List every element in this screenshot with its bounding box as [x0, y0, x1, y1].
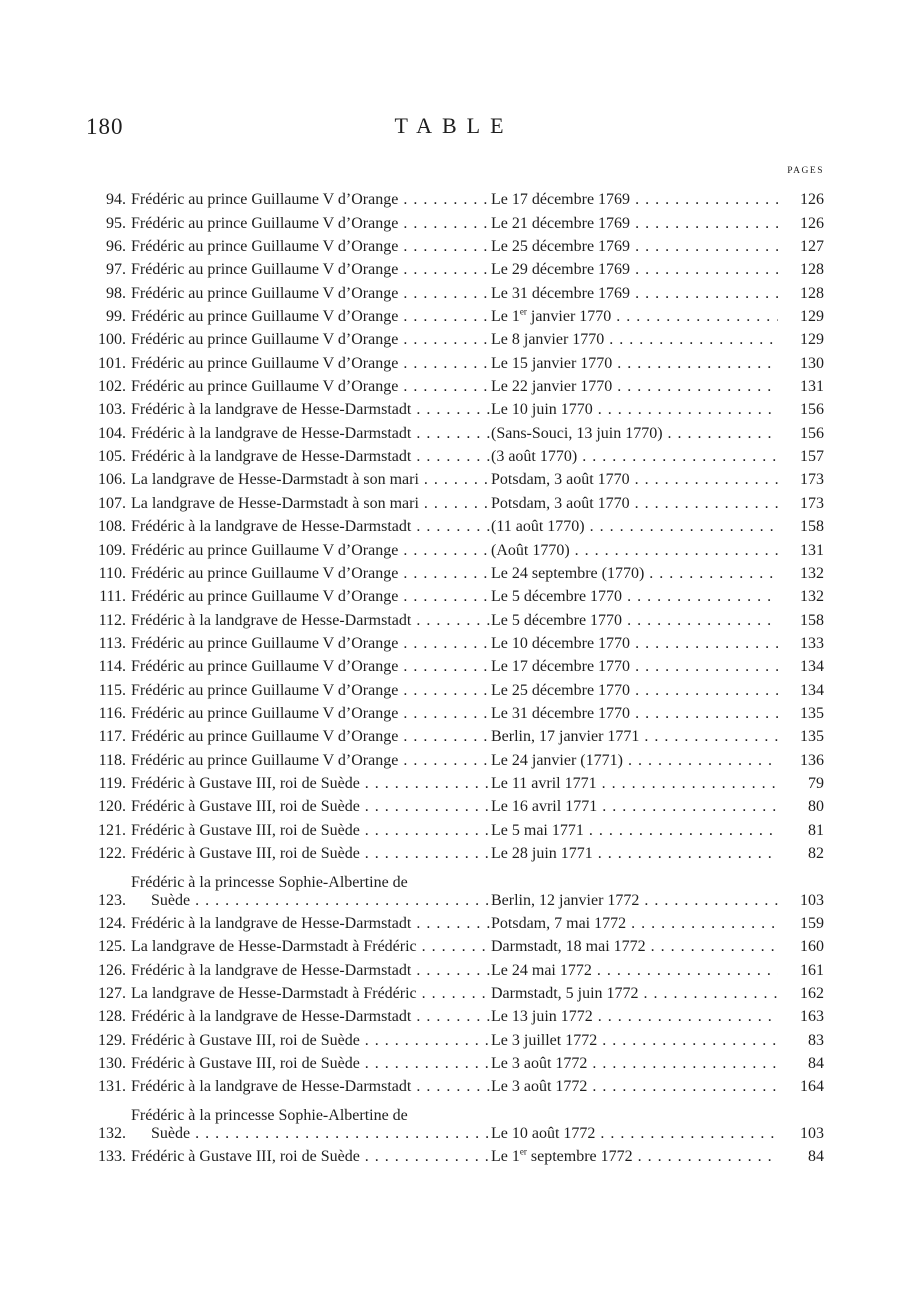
entry-page: 156	[800, 424, 824, 442]
correspondents-text: La landgrave de Hesse-Darmstadt à Frédéric . . .	[131, 985, 490, 1003]
correspondents-text: Frédéric au prince Guillaume V d’Orange . . .	[131, 355, 490, 373]
entry-number: 118.	[98, 751, 126, 769]
entry-date: Le 13 juin 1772 . . .	[490, 1008, 778, 1026]
entry-page: 128	[800, 261, 824, 279]
entry-number: 115.	[98, 681, 126, 699]
entry-number: 95.	[106, 214, 126, 232]
toc-entry	[78, 793, 824, 816]
entry-number: 129.	[98, 1031, 126, 1049]
entry-date: Le 3 août 1772 . . .	[490, 1078, 778, 1096]
entry-correspondents	[131, 588, 490, 606]
entry-number: 119.	[98, 774, 126, 792]
toc-entry	[78, 980, 824, 1003]
page-number: 180	[86, 114, 124, 139]
entry-number: 108.	[98, 518, 126, 536]
entry-date: Le 25 décembre 1770 . . .	[490, 682, 778, 700]
entry-number: 125.	[98, 938, 126, 956]
entry-number: 107.	[98, 494, 126, 512]
entry-number: 122.	[98, 844, 126, 862]
entry-number: 127.	[98, 985, 126, 1003]
entry-date: Le 8 janvier 1770 . . .	[490, 331, 778, 349]
entry-date	[490, 308, 778, 326]
entry-page: 159	[800, 915, 824, 932]
entry-date: Potsdam, 7 mai 1772 . . .	[490, 915, 778, 933]
table-of-contents	[78, 186, 824, 1166]
entry-date: Le 17 décembre 1769 . . .	[490, 191, 778, 209]
toc-entry	[78, 1143, 824, 1166]
entry-correspondents	[131, 215, 490, 233]
correspondents-text: Frédéric à la landgrave de Hesse-Darmstadt . . .	[131, 1078, 490, 1096]
toc-entry	[78, 560, 824, 583]
entry-page: 83	[808, 1031, 824, 1049]
entry-number: 101.	[98, 354, 126, 372]
entry-number: 94.	[106, 191, 126, 209]
date-prefix: Le 1	[491, 1148, 520, 1166]
correspondents-text: Frédéric à la landgrave de Hesse-Darmstadt . . .	[131, 448, 490, 466]
entry-correspondents	[131, 635, 490, 653]
entry-date: Le 15 janvier 1770 . . .	[490, 355, 778, 373]
entry-correspondents	[131, 705, 490, 723]
correspondents-text: La landgrave de Hesse-Darmstadt à Frédéric . . .	[131, 938, 490, 956]
entry-correspondents	[131, 874, 490, 910]
entry-correspondents	[131, 658, 490, 676]
correspondents-text: Frédéric à Gustave III, roi de Suède . . .	[131, 1148, 490, 1166]
entry-number: 133.	[98, 1148, 126, 1166]
date-prefix: Le 1	[491, 308, 520, 326]
entry-page: 158	[800, 611, 824, 629]
correspondents-text: Frédéric au prince Guillaume V d’Orange . . .	[131, 542, 490, 560]
entry-date: Le 21 décembre 1769 . . .	[490, 215, 778, 233]
entry-correspondents	[131, 752, 490, 770]
entry-correspondents	[131, 285, 490, 303]
date-suffix: septembre 1772	[526, 1148, 633, 1166]
entry-page: 163	[800, 1008, 824, 1026]
entry-correspondents	[131, 1032, 490, 1050]
entry-number: 113.	[98, 634, 126, 652]
toc-entry	[78, 816, 824, 839]
toc-entry	[78, 840, 824, 863]
entry-correspondents	[131, 1078, 490, 1096]
entry-page: 129	[800, 308, 824, 326]
entry-date: Le 24 janvier (1771) . . .	[490, 752, 778, 770]
entry-date: Le 3 août 1772 . . .	[490, 1055, 778, 1073]
entry-page: 134	[800, 658, 824, 676]
toc-entry	[78, 700, 824, 723]
entry-number: 106.	[98, 471, 126, 489]
entry-number: 110.	[98, 564, 126, 582]
entry-number: 124.	[98, 915, 126, 932]
correspondents-text: Frédéric au prince Guillaume V d’Orange . . .	[131, 191, 490, 209]
entry-date: Le 22 janvier 1770 . . .	[490, 378, 778, 396]
entry-correspondents	[131, 1107, 490, 1143]
entry-date: (Août 1770) . . .	[490, 542, 778, 560]
toc-entry	[78, 606, 824, 629]
entry-page: 131	[800, 541, 824, 559]
entry-page: 126	[800, 214, 824, 232]
entry-page: 133	[800, 634, 824, 652]
correspondents-text: Frédéric à la princesse Sophie-Albertine de	[131, 1107, 408, 1125]
entry-number: 130.	[98, 1055, 126, 1073]
entry-number: 105.	[98, 448, 126, 466]
toc-entry	[78, 723, 824, 746]
entry-correspondents	[131, 938, 490, 956]
entry-page: 173	[800, 471, 824, 489]
entry-number: 96.	[106, 238, 126, 256]
toc-entry	[78, 373, 824, 396]
correspondents-text: Frédéric à la landgrave de Hesse-Darmstadt . . .	[131, 915, 490, 933]
entry-correspondents	[131, 542, 490, 560]
toc-entry	[78, 303, 824, 326]
entry-page: 103	[800, 1125, 824, 1143]
correspondents-continuation: Suède . . .	[131, 892, 490, 910]
entry-number: 120.	[98, 798, 126, 816]
toc-entry	[78, 209, 824, 232]
entry-number: 99.	[106, 308, 126, 326]
toc-entry	[78, 443, 824, 466]
entry-number: 104.	[98, 424, 126, 442]
toc-entry	[78, 1026, 824, 1049]
entry-page: 127	[800, 238, 824, 256]
entry-page: 157	[800, 448, 824, 466]
entry-number: 98.	[106, 284, 126, 302]
entry-page: 156	[800, 401, 824, 419]
entry-number: 114.	[98, 658, 126, 676]
entry-date: Le 3 juillet 1772 . . .	[490, 1032, 778, 1050]
entry-page: 80	[808, 798, 824, 816]
entry-date: Le 11 avril 1771 . . .	[490, 775, 778, 793]
entry-page: 128	[800, 284, 824, 302]
entry-page: 160	[800, 938, 824, 956]
correspondents-text: Frédéric à Gustave III, roi de Suède . . .	[131, 1032, 490, 1050]
entry-date: Darmstadt, 5 juin 1772 . . .	[490, 985, 778, 1003]
entry-correspondents	[131, 518, 490, 536]
correspondents-text: Frédéric à Gustave III, roi de Suède . . .	[131, 1055, 490, 1073]
entry-number: 132.	[98, 1125, 126, 1143]
correspondents-text: Frédéric à la landgrave de Hesse-Darmstadt . . .	[131, 1008, 490, 1026]
toc-entry	[78, 349, 824, 372]
toc-entry	[78, 910, 824, 933]
correspondents-text: Frédéric à la landgrave de Hesse-Darmstadt . . .	[131, 612, 490, 630]
toc-entry	[78, 1050, 824, 1073]
entry-date: (Sans-Souci, 13 juin 1770) . . .	[490, 425, 778, 443]
correspondents-text: Frédéric au prince Guillaume V d’Orange . . .	[131, 728, 490, 746]
entry-date: Le 24 septembre (1770) . . .	[490, 565, 778, 583]
entry-correspondents	[131, 401, 490, 419]
correspondents-text: Frédéric au prince Guillaume V d’Orange . . .	[131, 752, 490, 770]
entry-correspondents	[131, 238, 490, 256]
correspondents-text: Frédéric au prince Guillaume V d’Orange . . .	[131, 682, 490, 700]
correspondents-text: Frédéric au prince Guillaume V d’Orange . . .	[131, 238, 490, 256]
pages-column-header: PAGES	[787, 166, 824, 176]
entry-correspondents	[131, 471, 490, 489]
toc-entry	[78, 326, 824, 349]
entry-page: 131	[800, 378, 824, 396]
entry-correspondents	[131, 261, 490, 279]
entry-page: 134	[800, 681, 824, 699]
entry-page: 158	[800, 518, 824, 536]
toc-entry	[78, 256, 824, 279]
entry-page: 82	[808, 844, 824, 862]
entry-page: 130	[800, 354, 824, 372]
entry-date: Le 10 juin 1770 . . .	[490, 401, 778, 419]
correspondents-text: Frédéric à Gustave III, roi de Suède . . .	[131, 822, 490, 840]
entry-number: 109.	[98, 541, 126, 559]
entry-page: 132	[800, 564, 824, 582]
entry-number: 128.	[98, 1008, 126, 1026]
entry-date: Le 5 décembre 1770 . . .	[490, 588, 778, 606]
entry-date: Le 28 juin 1771 . . .	[490, 845, 778, 863]
entry-number: 100.	[98, 331, 126, 349]
correspondents-text: Frédéric au prince Guillaume V d’Orange . . .	[131, 588, 490, 606]
entry-date: Le 25 décembre 1769 . . .	[490, 238, 778, 256]
entry-number: 102.	[98, 378, 126, 396]
correspondents-text: Frédéric au prince Guillaume V d’Orange . . .	[131, 308, 490, 326]
toc-entry	[78, 513, 824, 536]
entry-date	[490, 1148, 778, 1166]
entry-correspondents	[131, 448, 490, 466]
correspondents-continuation: Suède . . .	[131, 1125, 490, 1143]
entry-correspondents	[131, 1148, 490, 1166]
correspondents-text: Frédéric à la landgrave de Hesse-Darmstadt . . .	[131, 962, 490, 980]
entry-page: 162	[800, 985, 824, 1003]
toc-entry	[78, 1096, 824, 1143]
correspondents-text: Frédéric à Gustave III, roi de Suède . . .	[131, 798, 490, 816]
correspondents-text: Frédéric à la landgrave de Hesse-Darmstadt . . .	[131, 425, 490, 443]
entry-page: 129	[800, 331, 824, 349]
entry-correspondents	[131, 962, 490, 980]
entry-correspondents	[131, 425, 490, 443]
toc-entry	[78, 746, 824, 769]
toc-entry	[78, 583, 824, 606]
toc-entry	[78, 863, 824, 910]
entry-number: 126.	[98, 961, 126, 979]
correspondents-text: Frédéric au prince Guillaume V d’Orange . . .	[131, 705, 490, 723]
entry-number: 121.	[98, 821, 126, 839]
correspondents-text: Frédéric à la landgrave de Hesse-Darmstadt . . .	[131, 401, 490, 419]
entry-page: 136	[800, 751, 824, 769]
correspondents-text: La landgrave de Hesse-Darmstadt à son mari . . .	[131, 471, 490, 489]
toc-entry	[78, 770, 824, 793]
toc-entry	[78, 489, 824, 512]
toc-entry	[78, 1073, 824, 1096]
entry-page: 132	[800, 588, 824, 606]
entry-page: 161	[800, 961, 824, 979]
entry-date: Berlin, 17 janvier 1771 . . .	[490, 728, 778, 746]
entry-correspondents	[131, 378, 490, 396]
date-superscript: er	[519, 1148, 527, 1158]
entry-number: 103.	[98, 401, 126, 419]
correspondents-text: La landgrave de Hesse-Darmstadt à son mari . . .	[131, 495, 490, 513]
entry-page: 79	[808, 774, 824, 792]
entry-number: 123.	[98, 891, 126, 909]
correspondents-text: Frédéric à la princesse Sophie-Albertine de	[131, 873, 408, 891]
entry-date: Potsdam, 3 août 1770 . . .	[490, 495, 778, 513]
entry-number: 111.	[99, 588, 126, 606]
entry-number: 112.	[98, 611, 126, 629]
toc-entry	[78, 536, 824, 559]
entry-date: Le 31 décembre 1769 . . .	[490, 285, 778, 303]
date-suffix: janvier 1770	[526, 308, 612, 326]
page-title: TABLE	[394, 113, 514, 138]
entry-page: 173	[800, 494, 824, 512]
entry-page: 84	[808, 1055, 824, 1073]
entry-correspondents	[131, 308, 490, 326]
entry-date: Le 24 mai 1772 . . .	[490, 962, 778, 980]
toc-entry	[78, 233, 824, 256]
entry-date: (11 août 1770) . . .	[490, 518, 778, 536]
entry-correspondents	[131, 682, 490, 700]
entry-date: Le 31 décembre 1770 . . .	[490, 705, 778, 723]
entry-page: 135	[800, 728, 824, 746]
toc-entry	[78, 676, 824, 699]
entry-date: Le 10 août 1772 . . .	[490, 1125, 778, 1143]
entry-correspondents	[131, 728, 490, 746]
correspondents-text: Frédéric au prince Guillaume V d’Orange . . .	[131, 635, 490, 653]
entry-correspondents	[131, 331, 490, 349]
correspondents-text: Frédéric au prince Guillaume V d’Orange . . .	[131, 658, 490, 676]
correspondents-text: Frédéric au prince Guillaume V d’Orange . . .	[131, 215, 490, 233]
entry-correspondents	[131, 845, 490, 863]
toc-entry	[78, 933, 824, 956]
entry-correspondents	[131, 1008, 490, 1026]
entry-number: 97.	[106, 261, 126, 279]
toc-entry	[78, 419, 824, 442]
toc-entry	[78, 653, 824, 676]
entry-date: Le 29 décembre 1769 . . .	[490, 261, 778, 279]
entry-date: (3 août 1770) . . .	[490, 448, 778, 466]
toc-entry	[78, 396, 824, 419]
entry-page: 135	[800, 704, 824, 722]
entry-correspondents	[131, 612, 490, 630]
correspondents-text: Frédéric à Gustave III, roi de Suède . . .	[131, 775, 490, 793]
correspondents-text: Frédéric au prince Guillaume V d’Orange . . .	[131, 331, 490, 349]
correspondents-text: Frédéric au prince Guillaume V d’Orange . . .	[131, 565, 490, 583]
correspondents-text: Frédéric au prince Guillaume V d’Orange . . .	[131, 261, 490, 279]
correspondents-text: Frédéric au prince Guillaume V d’Orange . . .	[131, 378, 490, 396]
entry-correspondents	[131, 915, 490, 933]
entry-correspondents	[131, 798, 490, 816]
entry-correspondents	[131, 985, 490, 1003]
entry-date: Le 5 décembre 1770 . . .	[490, 612, 778, 630]
entry-correspondents	[131, 822, 490, 840]
entry-correspondents	[131, 1055, 490, 1073]
toc-entry	[78, 279, 824, 302]
entry-date: Le 16 avril 1771 . . .	[490, 798, 778, 816]
correspondents-text: Frédéric à la landgrave de Hesse-Darmstadt . . .	[131, 518, 490, 536]
entry-page: 103	[800, 891, 824, 909]
entry-correspondents	[131, 565, 490, 583]
entry-date: Le 5 mai 1771 . . .	[490, 822, 778, 840]
entry-number: 116.	[98, 704, 126, 722]
entry-date: Berlin, 12 janvier 1772 . . .	[490, 892, 778, 910]
entry-page: 164	[800, 1078, 824, 1096]
entry-correspondents	[131, 191, 490, 209]
entry-date: Potsdam, 3 août 1770 . . .	[490, 471, 778, 489]
toc-entry	[78, 630, 824, 653]
toc-entry	[78, 186, 824, 209]
entry-number: 117.	[98, 728, 126, 746]
entry-date: Le 17 décembre 1770 . . .	[490, 658, 778, 676]
correspondents-text: Frédéric à Gustave III, roi de Suède . . .	[131, 845, 490, 863]
entry-date: Le 10 décembre 1770 . . .	[490, 635, 778, 653]
entry-correspondents	[131, 495, 490, 513]
entry-number: 131.	[98, 1078, 126, 1096]
correspondents-text: Frédéric au prince Guillaume V d’Orange . . .	[131, 285, 490, 303]
toc-entry	[78, 466, 824, 489]
entry-page: 81	[808, 821, 824, 839]
toc-entry	[78, 956, 824, 979]
toc-entry	[78, 1003, 824, 1026]
date-superscript: er	[519, 308, 527, 317]
entry-date: Darmstadt, 18 mai 1772 . . .	[490, 938, 778, 956]
entry-correspondents	[131, 775, 490, 793]
entry-correspondents	[131, 355, 490, 373]
entry-page: 84	[808, 1148, 824, 1166]
entry-page: 126	[800, 191, 824, 209]
